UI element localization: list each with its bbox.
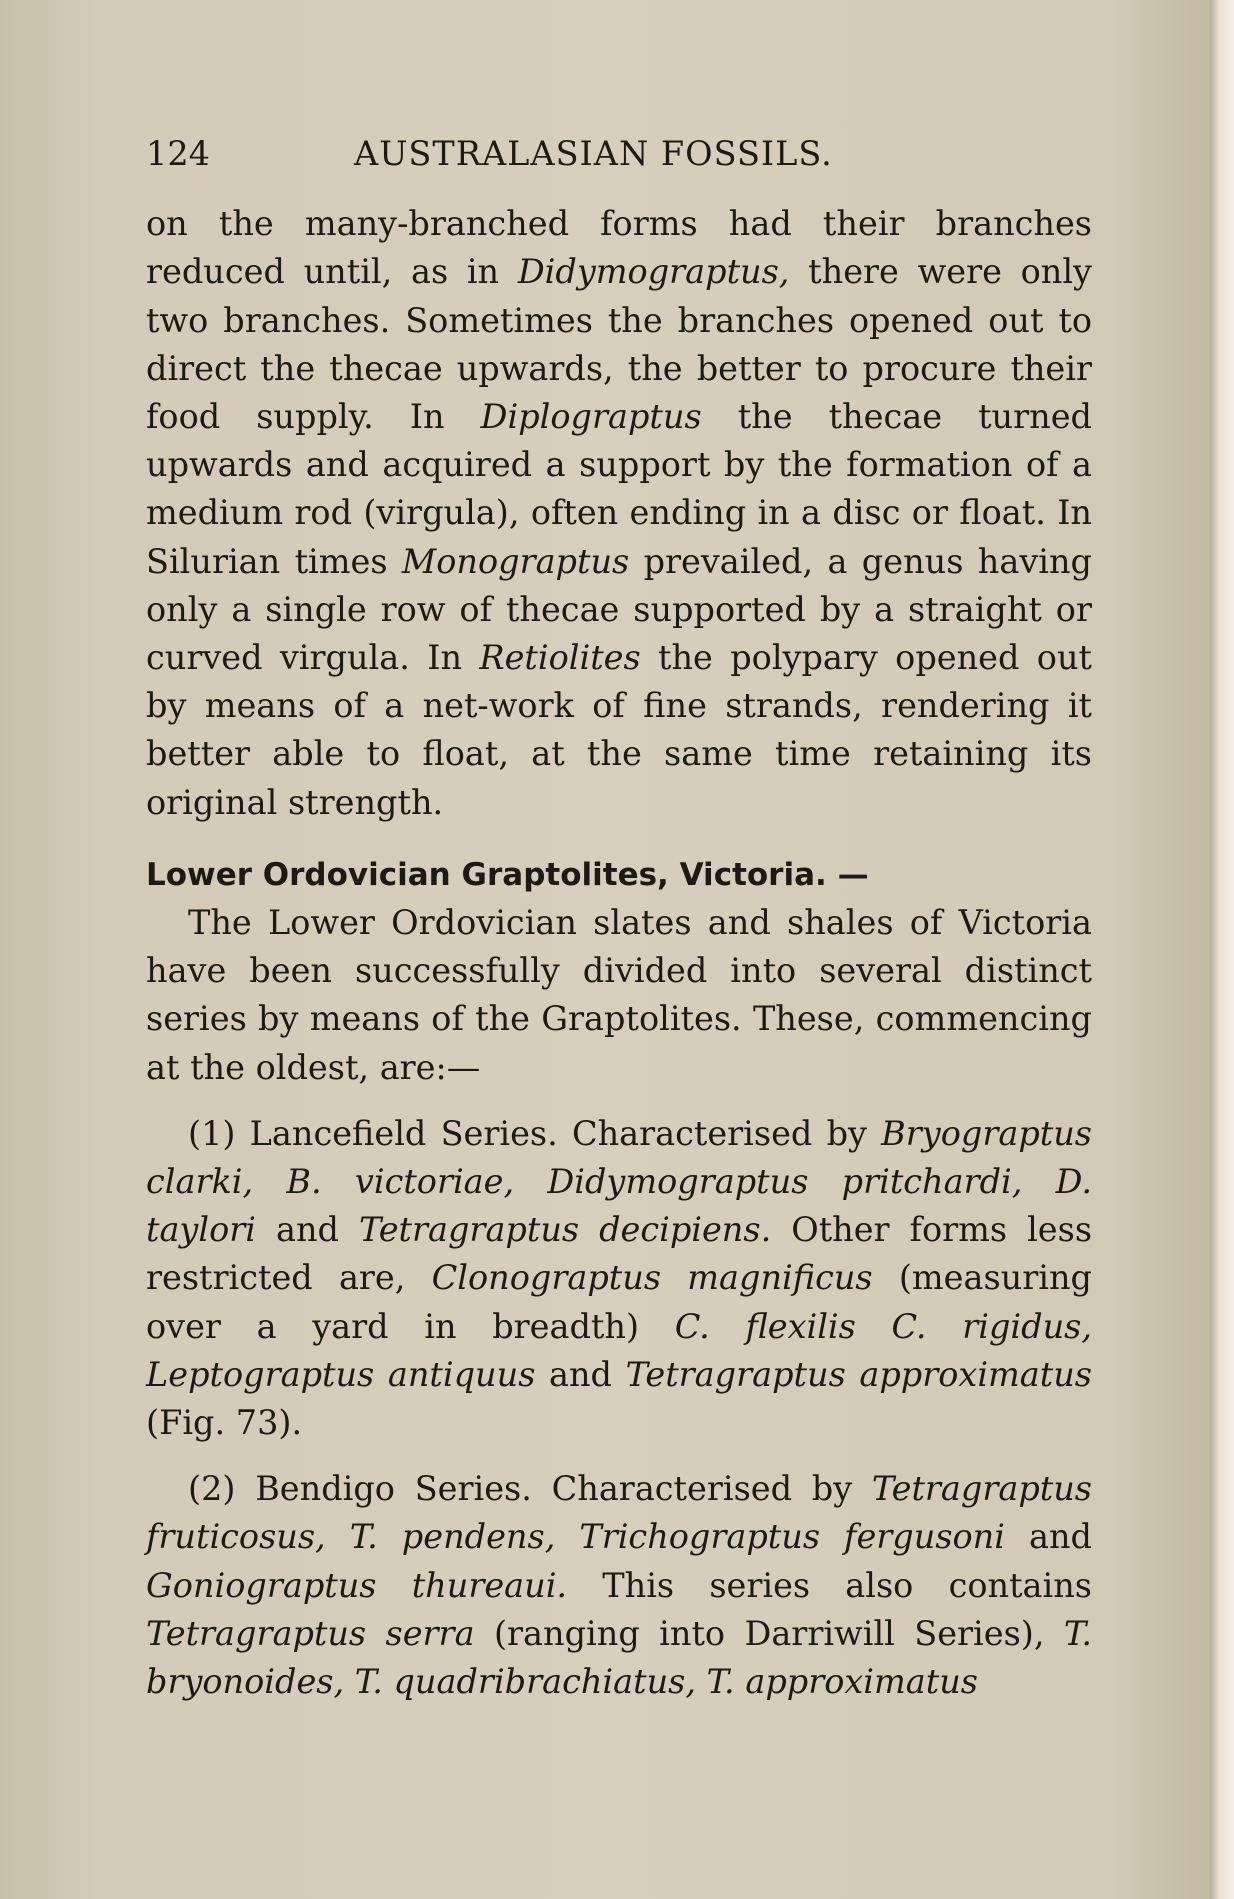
page-header <box>146 130 1092 178</box>
list-item-lancefield-series: (1) Lancefield Series. Characterised by Bryograptus clarki, B. victoriae, Didymograptus pritchardi, D. taylori and Tetragraptus decipiens. Other forms less restricted are, Clonograptus magnificus (measuring over a yard in breadth) C. flexilis C. rigidus, Leptograptus antiquus and Tetragraptus approximatus (Fig. 73). <box>146 1113 1093 1443</box>
paragraph-graptolite-evolution: on the many-branched forms had their branches reduced until, as in Didymograptus, there were only two branches. Sometimes the branches opened out to direct the thecae upwards, the better to procure their food supply. In Diplograptus the thecae turned upwards and acquired a support by the formation of a medium rod (virgula), often ending in a disc or float. In Silurian times Monograptus prevailed, a genus having only a single row of thecae supported by a straight or curved virgula. In Retiolites the polypary opened out by means of a net-work of fine strands, rendering it better able to float, at the same time retaining its original strength. <box>146 204 1092 822</box>
page-number: 124 <box>146 134 210 173</box>
section-heading: Lower Ordovician Graptolites, Victoria. — <box>146 856 869 893</box>
list-item-bendigo-series: (2) Bendigo Series. Characterised by Tetragraptus fruticosus, T. pendens, Trichograptus fergusoni and Goniograptus thureaui. This series also contains Tetragraptus serra (ranging into Darriwill Series), T. bryonoides, T. quadribrachiatus, T. approximatus <box>146 1469 1092 1702</box>
page-body <box>146 130 1092 1706</box>
page-edge <box>1210 0 1234 1899</box>
running-title: AUSTRALASIAN FOSSILS. <box>354 134 833 173</box>
paragraph-intro: The Lower Ordovician slates and shales of Victoria have been successfully divided into several distinct series by means of the Graptolites. These, commencing at the oldest, are:— <box>146 903 1092 1087</box>
